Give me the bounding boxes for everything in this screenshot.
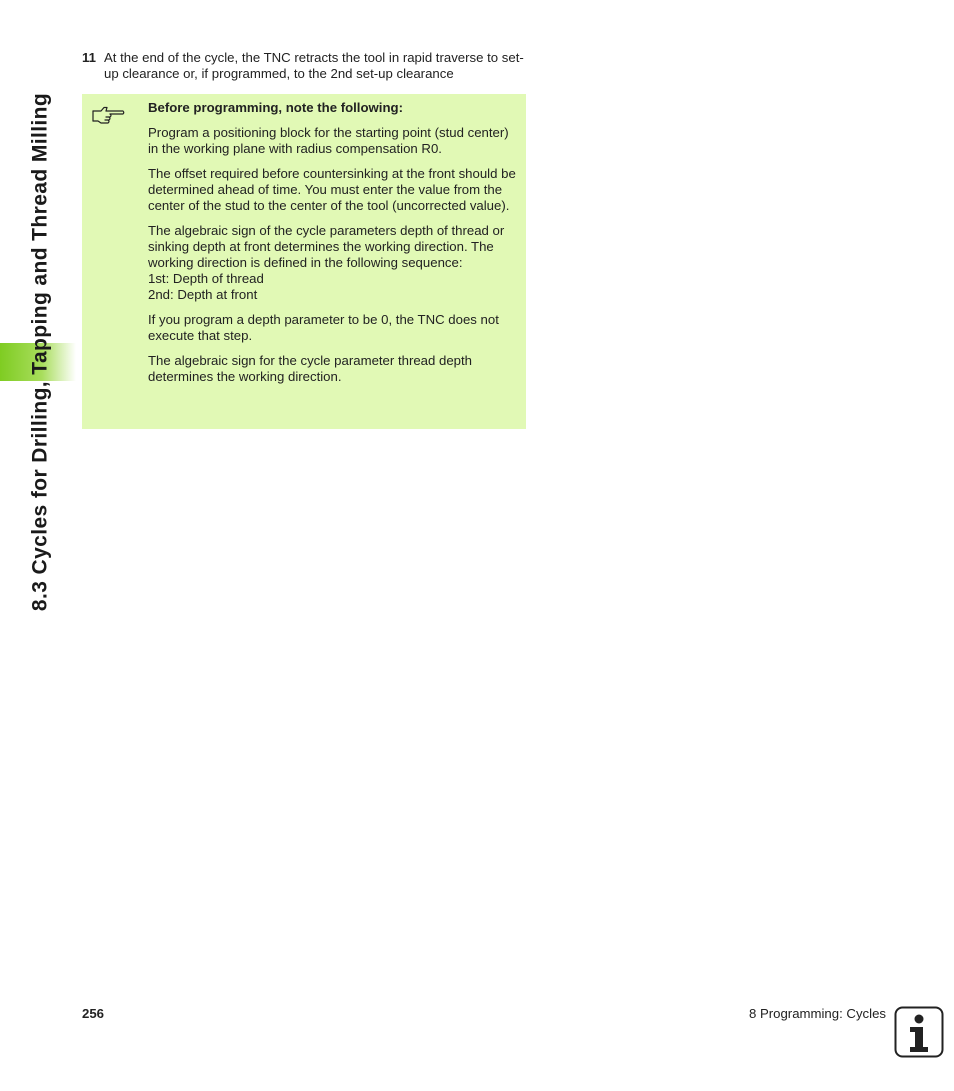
section-title: 8.3 Cycles for Drilling, Tapping and Thread Milling xyxy=(28,92,52,612)
step-number: 11 xyxy=(82,50,96,65)
pointing-hand-icon xyxy=(91,103,125,127)
step-text: At the end of the cycle, the TNC retracts the tool in rapid traverse to set-up clearance or, if programmed, to the 2nd set-up clearance xyxy=(104,50,524,81)
note-content xyxy=(148,100,520,394)
footer-chapter-title: 8 Programming: Cycles xyxy=(748,1006,886,1021)
info-icon xyxy=(894,1006,944,1058)
note-paragraph: If you program a depth parameter to be 0, the TNC does not execute that step. xyxy=(148,312,499,343)
note-paragraph: The algebraic sign for the cycle parameter thread depth determines the working direction. xyxy=(148,353,473,384)
note-box xyxy=(82,94,526,429)
note-heading: Before programming, note the following: xyxy=(148,100,403,115)
note-paragraph: The algebraic sign of the cycle parameters depth of thread or sinking depth at front determines the working direction. The working direction is defined in the following sequence: 1st: Depth of thread 2nd: Depth at front xyxy=(148,223,505,302)
note-paragraph: The offset required before countersinking at the front should be determined ahead of time. You must enter the value from the center of the stud to the center of the tool (uncorrected value). xyxy=(148,166,516,213)
page-number: 256 xyxy=(82,1006,105,1021)
note-paragraph: Program a positioning block for the starting point (stud center) in the working plane with radius compensation R0. xyxy=(148,125,509,156)
